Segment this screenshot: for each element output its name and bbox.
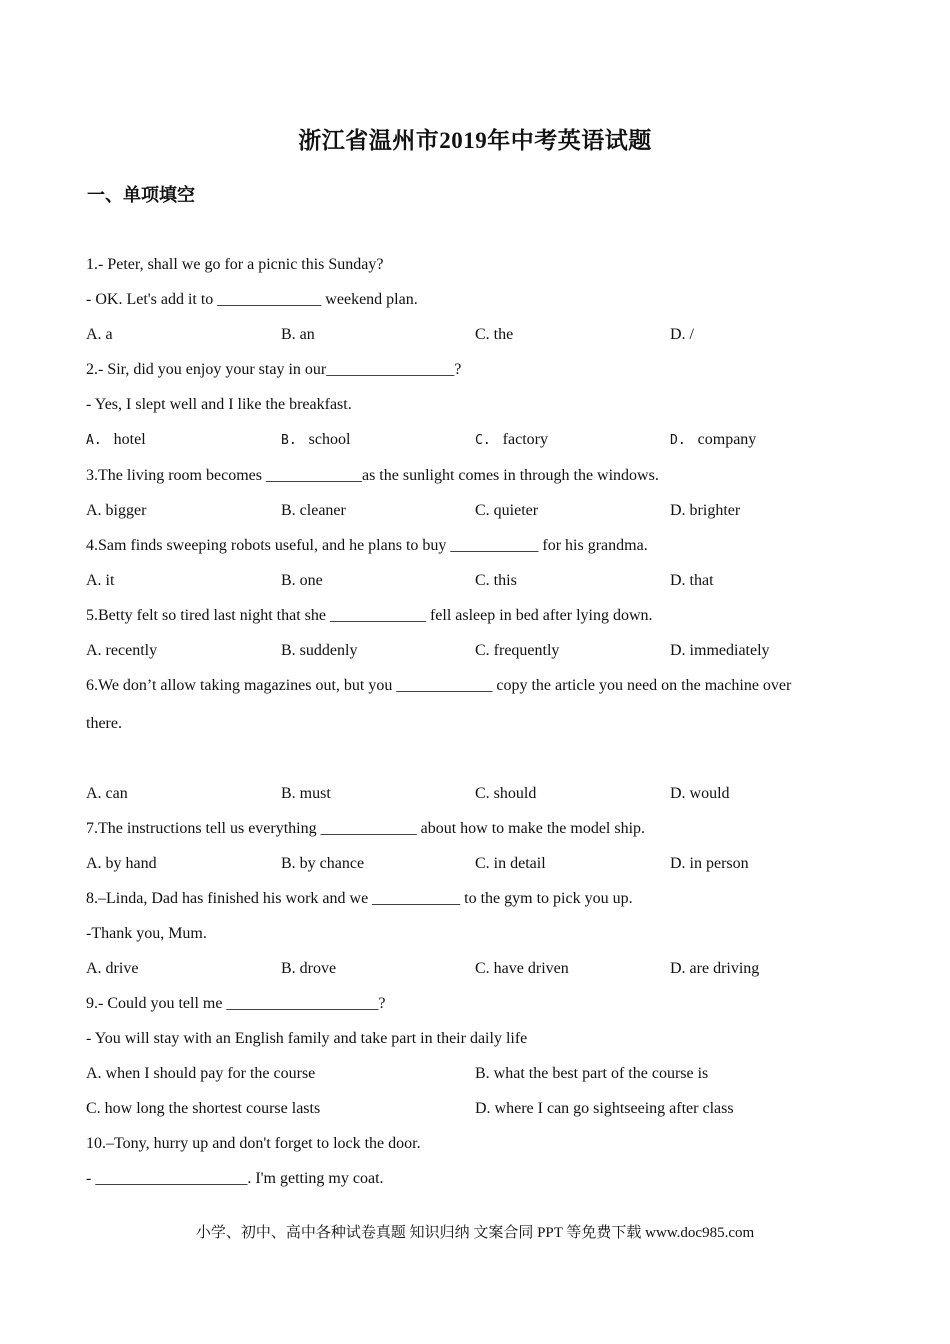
question-6-option-c: C. should bbox=[475, 785, 537, 802]
question-8-response: -Thank you, Mum. bbox=[86, 925, 207, 942]
question-8-option-c: C. have driven bbox=[475, 960, 569, 977]
question-2-option-d bbox=[670, 431, 756, 449]
question-4-option-b: B. one bbox=[281, 572, 323, 589]
question-9-response: - You will stay with an English family and take part in their daily life bbox=[86, 1030, 528, 1047]
question-1-response: - OK. Let's add it to _____________ weekend plan. bbox=[86, 291, 418, 308]
option-text: company bbox=[697, 431, 757, 448]
question-2-option-b bbox=[281, 431, 350, 449]
question-7-prompt: 7.The instructions tell us everything ____________ about how to make the model ship. bbox=[86, 820, 646, 837]
question-7-option-b: B. by chance bbox=[281, 855, 365, 872]
page-title: 浙江省温州市2019年中考英语试题 bbox=[298, 128, 652, 153]
question-1-prompt: 1.- Peter, shall we go for a picnic this Sunday? bbox=[86, 256, 384, 273]
question-1-option-d: D. / bbox=[670, 326, 694, 343]
section-heading: 一、单项填空 bbox=[87, 185, 195, 205]
question-5-option-c: C. frequently bbox=[475, 642, 560, 659]
question-9-prompt: 9.- Could you tell me ___________________? bbox=[86, 995, 386, 1012]
question-8-option-a: A. drive bbox=[86, 960, 139, 977]
question-6-option-b: B. must bbox=[281, 785, 331, 802]
question-7-option-d: D. in person bbox=[670, 855, 749, 872]
question-5-option-a: A. recently bbox=[86, 642, 158, 659]
question-3-prompt: 3.The living room becomes ____________as the sunlight comes in through the windows. bbox=[86, 467, 659, 484]
question-6-prompt-continued: there. bbox=[86, 715, 122, 732]
question-4-option-c: C. this bbox=[475, 572, 517, 589]
question-8-prompt: 8.–Linda, Dad has finished his work and we ___________ to the gym to pick you up. bbox=[86, 890, 633, 907]
question-2-response: - Yes, I slept well and I like the breakfast. bbox=[86, 396, 352, 413]
question-5-prompt: 5.Betty felt so tired last night that she ____________ fell asleep in bed after lying down. bbox=[86, 607, 653, 624]
option-letter: B. bbox=[281, 433, 297, 448]
question-5-option-d: D. immediately bbox=[670, 642, 770, 659]
question-8-option-d: D. are driving bbox=[670, 960, 760, 977]
question-1-option-a: A. a bbox=[86, 326, 113, 343]
question-9-option-c: C. how long the shortest course lasts bbox=[86, 1100, 321, 1117]
option-letter: D. bbox=[670, 433, 686, 448]
question-9-option-a: A. when I should pay for the course bbox=[86, 1065, 316, 1082]
question-6-option-a: A. can bbox=[86, 785, 128, 802]
question-3-option-a: A. bigger bbox=[86, 502, 147, 519]
question-4-prompt: 4.Sam finds sweeping robots useful, and he plans to buy ___________ for his grandma. bbox=[86, 537, 648, 554]
question-9-option-d: D. where I can go sightseeing after class bbox=[475, 1100, 734, 1117]
option-letter: C. bbox=[475, 433, 491, 448]
question-5-option-b: B. suddenly bbox=[281, 642, 358, 659]
question-3-option-c: C. quieter bbox=[475, 502, 539, 519]
question-2-option-c bbox=[475, 431, 548, 449]
question-6-option-d: D. would bbox=[670, 785, 730, 802]
question-2-prompt: 2.- Sir, did you enjoy your stay in our________________? bbox=[86, 361, 462, 378]
question-7-option-c: C. in detail bbox=[475, 855, 546, 872]
option-text: hotel bbox=[113, 431, 146, 448]
question-2-option-a bbox=[86, 431, 146, 449]
question-3-option-d: D. brighter bbox=[670, 502, 741, 519]
option-text: school bbox=[308, 431, 351, 448]
question-7-option-a: A. by hand bbox=[86, 855, 157, 872]
question-3-option-b: B. cleaner bbox=[281, 502, 346, 519]
question-10-prompt: 10.–Tony, hurry up and don't forget to lock the door. bbox=[86, 1135, 421, 1152]
question-9-option-b: B. what the best part of the course is bbox=[475, 1065, 709, 1082]
option-letter: A. bbox=[86, 433, 102, 448]
question-10-response: - ___________________. I'm getting my coat. bbox=[86, 1170, 384, 1187]
option-text: factory bbox=[502, 431, 548, 448]
question-4-option-d: D. that bbox=[670, 572, 714, 589]
question-1-option-b: B. an bbox=[281, 326, 315, 343]
question-8-option-b: B. drove bbox=[281, 960, 337, 977]
question-4-option-a: A. it bbox=[86, 572, 115, 589]
question-6-prompt: 6.We don’t allow taking magazines out, but you ____________ copy the article you need on the machine over bbox=[86, 677, 792, 694]
page-footer: 小学、初中、高中各种试卷真题 知识归纳 文案合同 PPT 等免费下载 www.doc985.com bbox=[195, 1225, 755, 1241]
question-1-option-c: C. the bbox=[475, 326, 514, 343]
